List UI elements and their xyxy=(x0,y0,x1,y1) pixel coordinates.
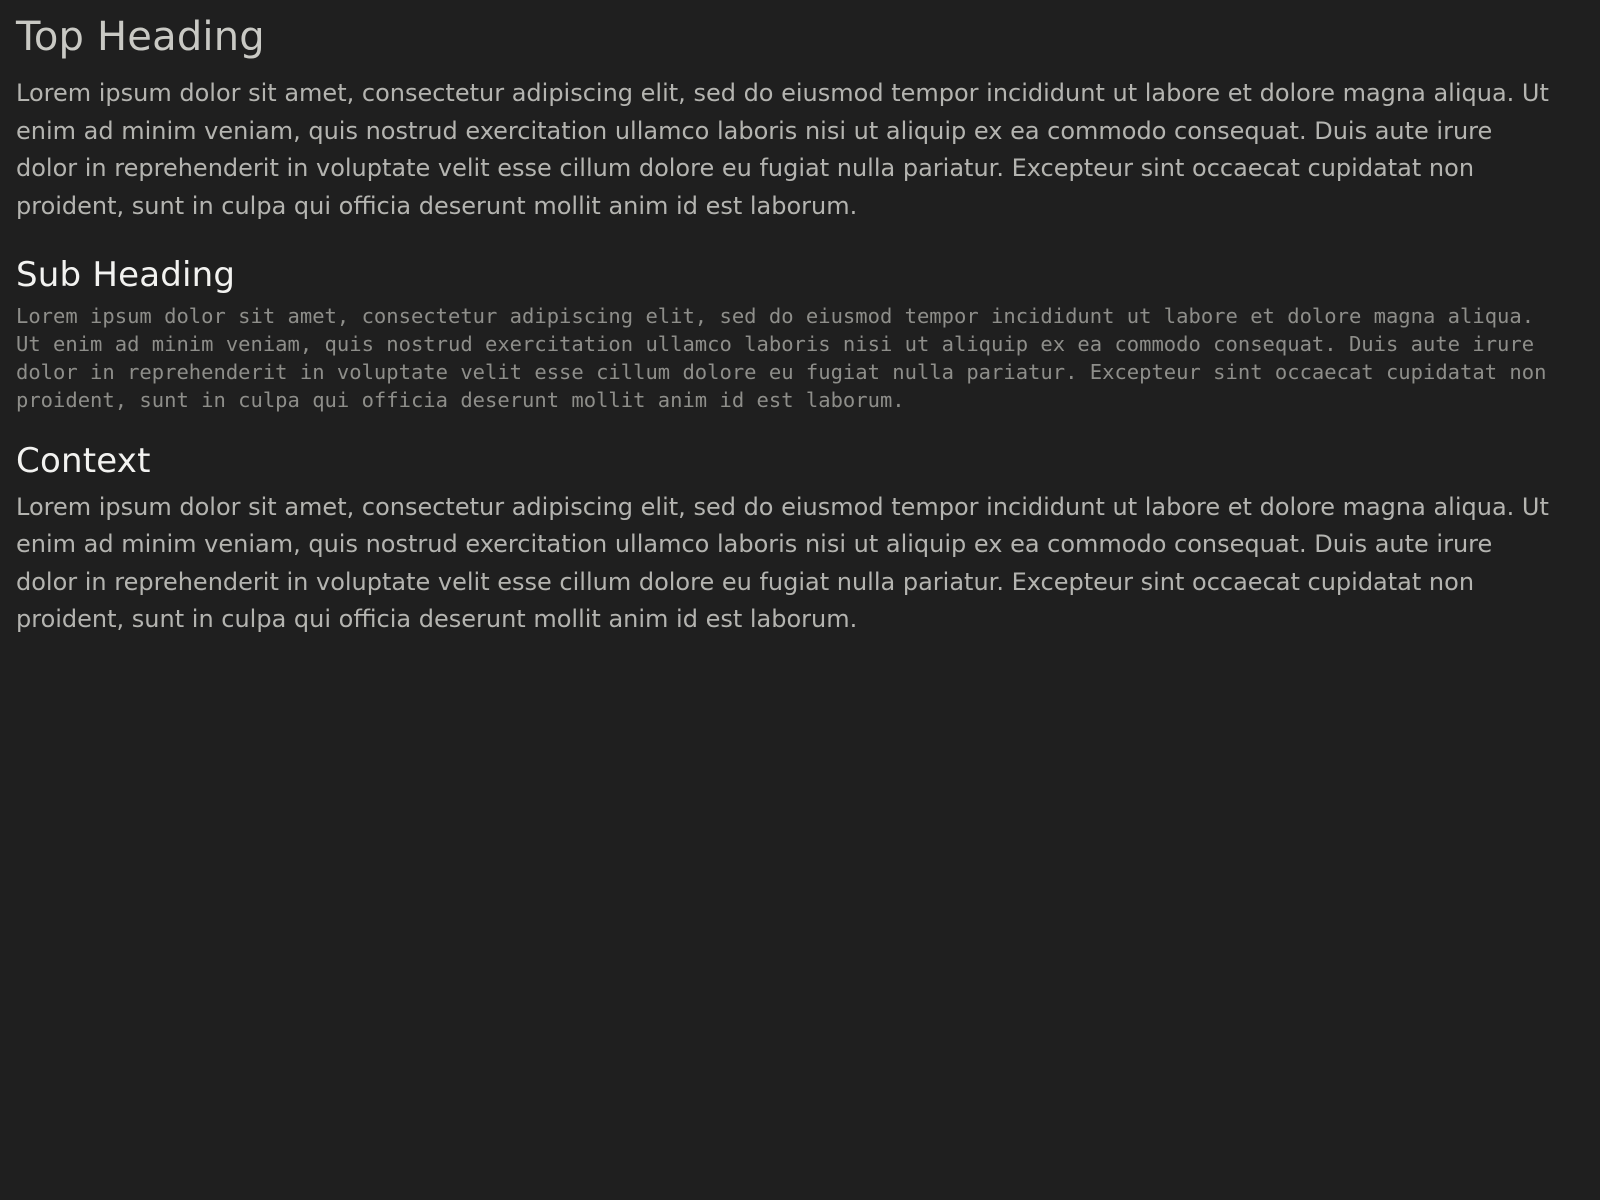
top-heading-body-text: Lorem ipsum dolor sit amet, consectetur adipiscing elit, sed do eiusmod tempor incididunt ut labore et dolore magna aliqua. Ut enim ad minim veniam, quis nostrud exercitation ullamco laboris nisi ut aliquip ex ea commodo consequat. Duis aute irure dolor in reprehenderit in voluptate velit esse cillum dolore eu fugiat nulla pariatur. Excepteur sint occaecat cupidatat non proident, sunt in culpa qui officia deserunt mollit anim id est laborum. xyxy=(16,79,1549,220)
section-spacer xyxy=(16,225,1584,255)
page-title: Top Heading xyxy=(16,14,265,60)
section-context xyxy=(16,441,1584,639)
section-spacer xyxy=(16,415,1584,441)
context-body-text: Lorem ipsum dolor sit amet, consectetur adipiscing elit, sed do eiusmod tempor incididunt ut labore et dolore magna aliqua. Ut enim ad minim veniam, quis nostrud exercitation ullamco laboris nisi ut aliquip ex ea commodo consequat. Duis aute irure dolor in reprehenderit in voluptate velit esse cillum dolore eu fugiat nulla pariatur. Excepteur sint occaecat cupidatat non proident, sunt in culpa qui officia deserunt mollit anim id est laborum. xyxy=(16,492,1549,633)
sub-heading-title: Sub Heading xyxy=(16,254,236,295)
section-sub-heading xyxy=(16,255,1584,415)
sub-heading-body-text: Lorem ipsum dolor sit amet, consectetur adipiscing elit, sed do eiusmod tempor incididunt ut labore et dolore magna aliqua. Ut enim ad minim veniam, quis nostrud exercitation ullamco laboris nisi ut aliquip ex ea commodo consequat. Duis aute irure dolor in reprehenderit in voluptate velit esse cillum dolore eu fugiat nulla pariatur. Excepteur sint occaecat cupidatat non proident, sunt in culpa qui officia deserunt mollit anim id est laborum. xyxy=(16,304,1547,412)
context-heading-title: Context xyxy=(16,440,151,481)
section-top-heading xyxy=(16,14,1584,225)
